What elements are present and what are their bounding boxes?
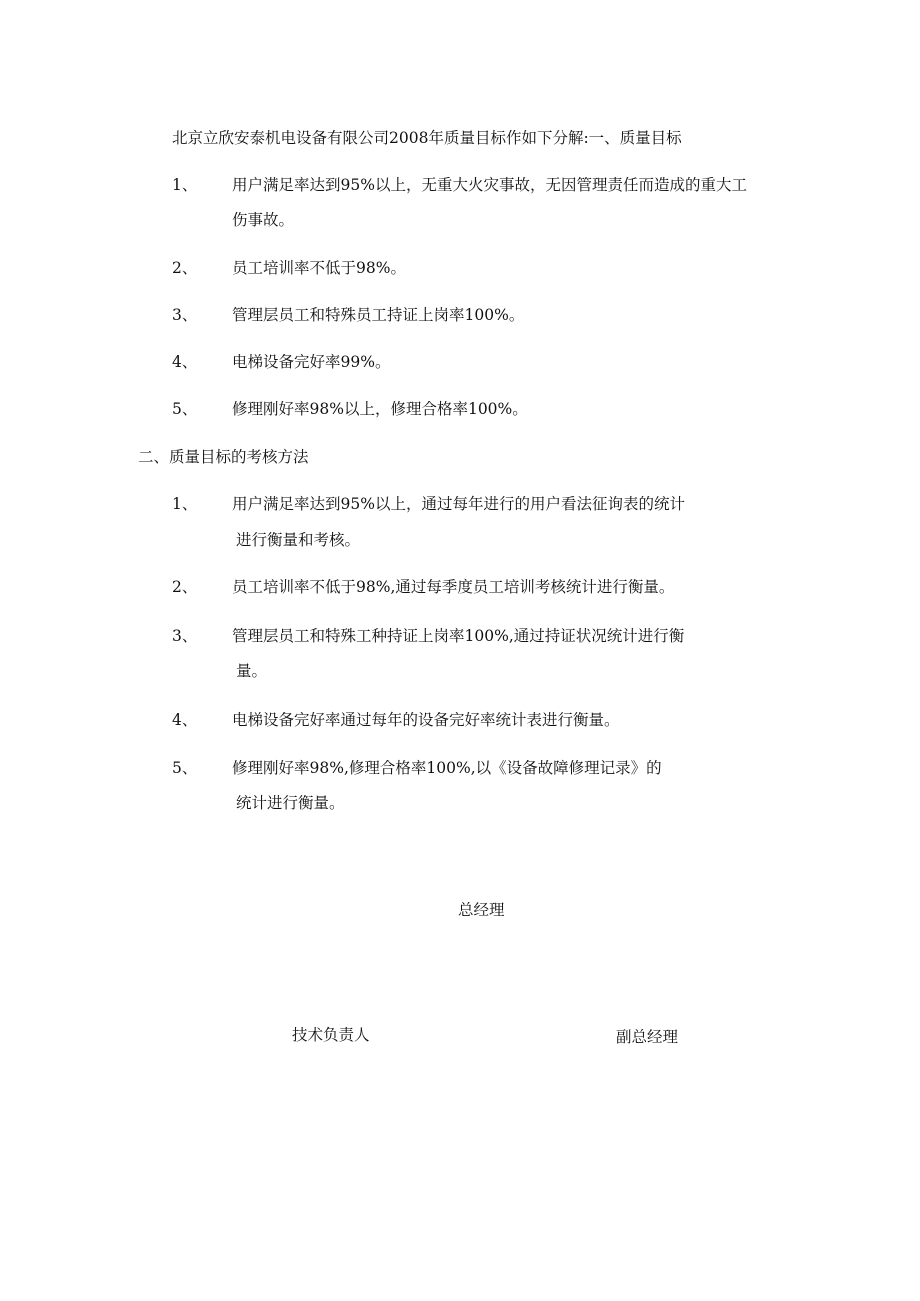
goal-4-text: 电梯设备完好率99%。 (232, 353, 391, 371)
method-3-number: 3、 (172, 627, 198, 645)
signature-deputy-manager: 副总经理 (616, 1028, 679, 1046)
method-4-number: 4、 (172, 711, 198, 729)
method-5-text-continued: 统计进行衡量。 (236, 794, 345, 812)
section-2-title: 二、质量目标的考核方法 (138, 448, 309, 466)
goal-2-number: 2、 (172, 259, 198, 277)
signature-general-manager: 总经理 (458, 901, 505, 919)
method-2-number: 2、 (172, 578, 198, 596)
goal-5-text: 修理刚好率98%以上，修理合格率100%。 (232, 400, 528, 418)
goal-4-number: 4、 (172, 353, 198, 371)
method-2-text: 员工培训率不低于98%,通过每季度员工培训考核统计进行衡量。 (232, 578, 675, 596)
method-1-text: 用户满足率达到95%以上，通过每年进行的用户看法征询表的统计 (232, 495, 685, 513)
goal-1-number: 1、 (172, 176, 198, 194)
goal-5-number: 5、 (172, 400, 198, 418)
method-4-text: 电梯设备完好率通过每年的设备完好率统计表进行衡量。 (232, 711, 620, 729)
goal-3-number: 3、 (172, 306, 198, 324)
method-1-text-continued: 进行衡量和考核。 (236, 531, 361, 549)
intro-line: 北京立欣安泰机电设备有限公司2008年质量目标作如下分解:一、质量目标 (172, 129, 682, 147)
signature-technical-lead: 技术负责人 (292, 1026, 370, 1044)
method-5-number: 5、 (172, 759, 198, 777)
method-5-text: 修理刚好率98%,修理合格率100%,以《设备故障修理记录》的 (232, 759, 662, 777)
method-1-number: 1、 (172, 495, 198, 513)
method-3-text: 管理层员工和特殊工种持证上岗率100%,通过持证状况统计进行衡 (232, 627, 685, 645)
goal-2-text: 员工培训率不低于98%。 (232, 259, 406, 277)
goal-3-text: 管理层员工和特殊员工持证上岗率100%。 (232, 306, 525, 324)
method-3-text-continued: 量。 (236, 662, 268, 680)
goal-1-text: 用户满足率达到95%以上，无重大火灾事故，无因管理责任而造成的重大工 (232, 176, 747, 194)
goal-1-text-continued: 伤事故。 (232, 211, 295, 229)
